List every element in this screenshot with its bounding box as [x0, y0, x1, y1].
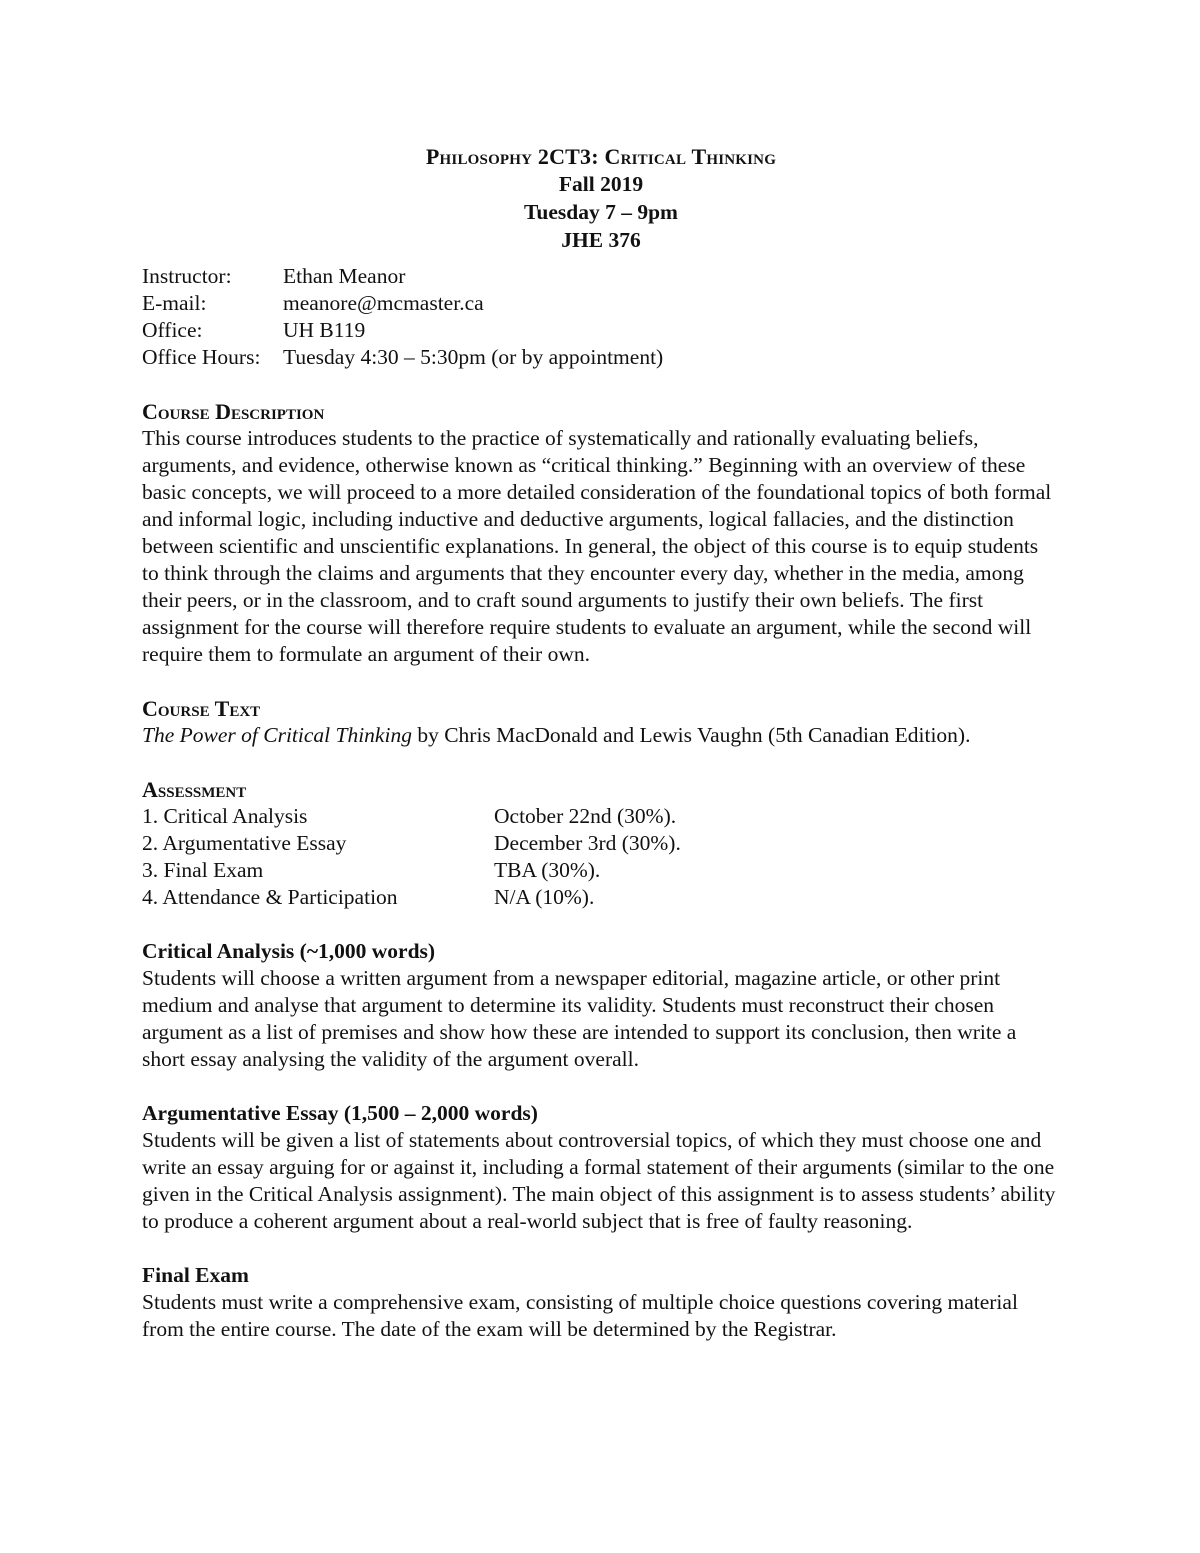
info-label: Instructor: — [142, 264, 232, 288]
assessment-due: October 22nd (30%). — [494, 804, 677, 828]
book-title: The Power of Critical Thinking — [142, 723, 412, 747]
assessment-row — [142, 857, 1060, 884]
course-text-body — [142, 722, 1060, 749]
info-label: E-mail: — [142, 291, 207, 315]
assessment-row — [142, 830, 1060, 857]
info-label: Office: — [142, 318, 203, 342]
book-details: by Chris MacDonald and Lewis Vaughn (5th Canadian Edition). — [411, 723, 971, 747]
info-value: meanore@mcmaster.ca — [283, 291, 484, 315]
course-header — [142, 143, 1060, 255]
info-row-office — [142, 317, 1060, 344]
info-value: Ethan Meanor — [283, 264, 406, 288]
info-row-office-hours — [142, 344, 1060, 371]
course-term: Fall 2019 — [558, 172, 644, 196]
critical-analysis-body: Students will choose a written argument from a newspaper editorial, magazine article, or other print medium and analyse that argument to determine its validity. Students must reconstruct their chosen argument as a list of premises and show how these are intended to support its conclusion, then write a short essay analysing the validity of the argument overall. — [142, 966, 1017, 1071]
assessment-row — [142, 803, 1060, 830]
info-label: Office Hours: — [142, 345, 261, 369]
argumentative-essay-heading: Argumentative Essay (1,500 – 2,000 words) — [142, 1101, 538, 1125]
course-time: Tuesday 7 – 9pm — [524, 200, 678, 224]
instructor-info — [142, 263, 1060, 371]
course-room: JHE 376 — [561, 228, 641, 252]
assessment-list — [142, 803, 1060, 911]
course-text-heading: Course Text — [142, 696, 261, 721]
final-exam-heading: Final Exam — [142, 1263, 249, 1287]
assessment-heading: Assessment — [142, 777, 247, 802]
info-row-instructor — [142, 263, 1060, 290]
info-value: UH B119 — [283, 318, 366, 342]
info-value: Tuesday 4:30 – 5:30pm (or by appointment) — [283, 345, 664, 369]
assessment-due: December 3rd (30%). — [494, 831, 681, 855]
assessment-item: 4. Attendance & Participation — [142, 885, 398, 909]
final-exam-body: Students must write a comprehensive exam, consisting of multiple choice questions covering material from the entire course. The date of the exam will be determined by the Registrar. — [142, 1290, 1018, 1341]
course-title: Philosophy 2CT3: Critical Thinking — [425, 144, 777, 169]
assessment-item: 3. Final Exam — [142, 858, 264, 882]
assessment-row — [142, 884, 1060, 911]
course-description-body: This course introduces students to the practice of systematically and rationally evaluating beliefs, arguments, and evidence, otherwise known as “critical thinking.” Beginning with an overview of these basic concepts, we will proceed to a more detailed consideration of the foundational topics of both formal and informal logic, including inductive and deductive arguments, logical fallacies, and the distinction between scientific and unscientific explanations. In general, the object of this course is to equip students to think through the claims and arguments that they encounter every day, whether in the media, among their peers, or in the classroom, and to craft sound arguments to justify their own beliefs. The first assignment for the course will therefore require students to evaluate an argument, while the second will require them to formulate an argument of their own. — [142, 426, 1052, 666]
course-description-heading: Course Description — [142, 399, 325, 424]
assessment-due: TBA (30%). — [494, 858, 601, 882]
assessment-item: 1. Critical Analysis — [142, 804, 308, 828]
critical-analysis-heading: Critical Analysis (~1,000 words) — [142, 939, 436, 963]
assessment-item: 2. Argumentative Essay — [142, 831, 347, 855]
argumentative-essay-body: Students will be given a list of statements about controversial topics, of which they must choose one and write an essay arguing for or against it, including a formal statement of their arguments (similar to the one given in the Critical Analysis assignment). The main object of this assignment is to assess students’ ability to produce a coherent argument about a real-world subject that is free of faulty reasoning. — [142, 1128, 1056, 1233]
assessment-due: N/A (10%). — [494, 885, 595, 909]
info-row-email — [142, 290, 1060, 317]
